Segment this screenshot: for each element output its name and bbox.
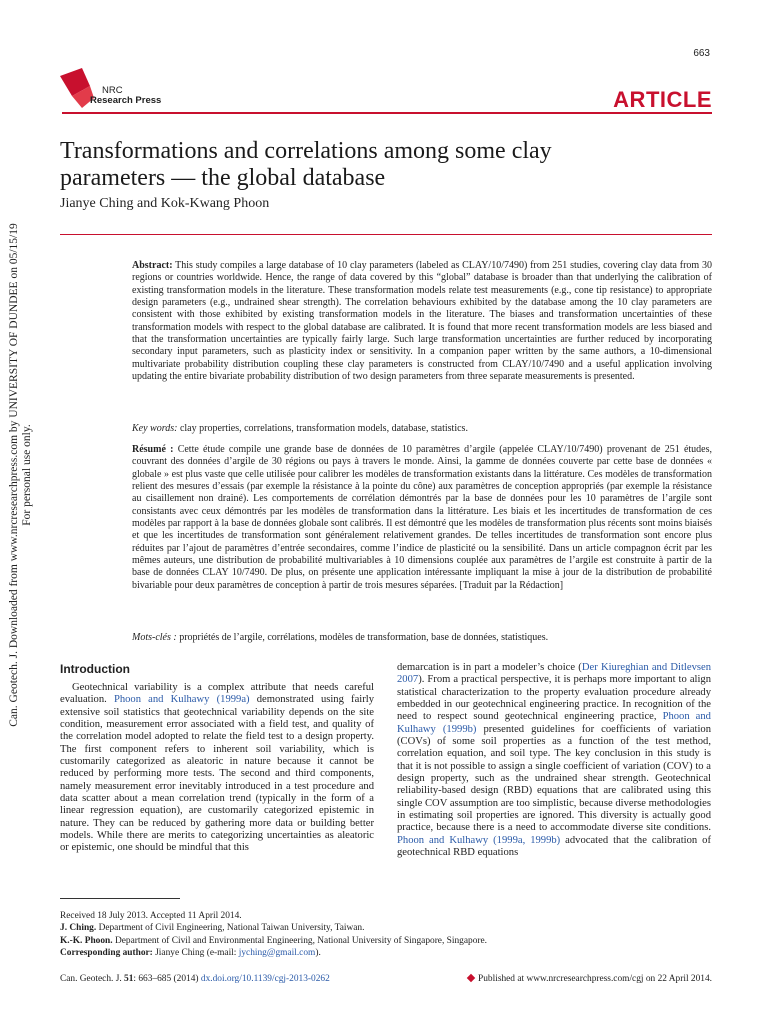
section-heading-introduction: Introduction [60, 662, 130, 676]
download-note-line1: Can. Geotech. J. Downloaded from www.nrcresearchpress.com by UNIVERSITY OF DUNDEE on 05/15/19 [8, 223, 20, 727]
resume-text: Cette étude compile une grande base de données de 10 paramètres d’argile (appelée CLAY/10/7490) provenant de 251 études, couvrant des données d’argile de 30 régions ou pays à travers le monde. Ainsi, la gamme de données couverte par cette base de données « globale » est plus vaste que celle utilisée pour calibrer les modèles de transformation existants dans la littérature. Ces modèles de transformation relient des mesures d’essais (par exemple la résistance à la pointe du cône) aux paramètres de conception appropriés (par exemple la résistance au cisaillement non drainé). Les comportements de corrélation démontrés par la base de données pour les 10 paramètres de l’argile sont consistants avec ceux démontrés par les modèles de transformation dans la littérature. Les biais et les incertitudes de transformation de ces modèles par rapport à la base de données globale sont calibrés. Il est démontré que les modèles de transformation plus récents sont moins biaisés et que les incertitudes de transformation sont généralement relativement grandes. De telles incertitudes de transformation sont encore plus réduites par l’ajout de paramètres d’entrée secondaires, comme l’indice de plasticité ou la sensibilité. Dans un article compagnon écrit par les mêmes auteurs, une distribution de probabilité multivariables à 10 dimensions couplée aux paramètres de l’argile est construite à partir de la base de données CLAY 10/7490. De plus, on présente une application intéressante impliquant la mise à jour de la distribution de probabilité bivariable pour deux paramètres de conception à partir de trois mesures séparées. [Traduit par la Rédaction] [132, 444, 712, 591]
footnotes [60, 910, 720, 959]
bullet-icon [467, 974, 475, 982]
keywords [132, 423, 712, 435]
resume [132, 444, 712, 592]
article-type-label: ARTICLE [613, 87, 712, 112]
authors: Jianye Ching and Kok-Kwang Phoon [60, 196, 270, 211]
keywords-text: clay properties, correlations, transformation models, database, statistics. [179, 423, 468, 434]
resume-label: Résumé : [132, 444, 174, 455]
keywords-label: Key words: [132, 423, 178, 434]
download-note [0, 190, 40, 760]
publisher-name: NRC Research Press [90, 85, 162, 106]
mots-cles [132, 632, 712, 644]
intro-left-column: Geotechnical variability is a complex attribute that needs careful evaluation. Phoon and Kulhawy (1999a) demonstrated using fairly extensive soil statistics that geotechnical variability depends on the site condition, measurement error associated with a field test, and quality of the correlation model adopted to relate the field test to a design property. The first component refers to inherent soil variability, which is customarily categorized as aleatoric in nature because it cannot be reduced by performing more tests. The second and third components, namely measurement error inevitably introduced in a test procedure and data scatter about a mean correlation trend (typically in the form of a linear regression equation), are customarily categorized epistemic in nature. They can be reduced by gathering more data or building better models. While there are merits to categorizing uncertainties as aleatoric or epistemic, one should be mindful that this [60, 682, 374, 854]
author-affiliation-2: K.-K. Phoon. Department of Civil and Environmental Engineering, National University of Singapore, Singapore. [60, 935, 488, 946]
author-affiliation-1: J. Ching. Department of Civil Engineering, National Taiwan University, Taiwan. [60, 923, 365, 934]
footnote-rule [60, 898, 180, 899]
header-rule [62, 112, 712, 114]
intro-right-column: demarcation is in part a modeler’s choice (Der Kiureghian and Ditlevsen 2007). From a practical perspective, it is perhaps more important to align statistical characterization to the property evaluation procedure already embedded in our geotechnical engineering practice. In recognition of the need to respect sound geotechnical engineering practice, Phoon and Kulhawy (1999b) presented guidelines for coefficients of variation (COVs) of some soil properties as a function of the test method, correlation equation, and soil type. The key conclusion in this study is that it is not possible to assign a single coefficient of variation (COV) to a design property, such as the undrained shear strength. Geotechnical reliability-based design (RBD) equations that are calibrated using this single COV assumption are too simplistic, because diverse methodologies in estimating soil properties are ignored. This diversity is actually good practice, because there is a need to accommodate diverse site conditions. Phoon and Kulhawy (1999a, 1999b) advocated that the calibration of geotechnical RBD equations [397, 662, 712, 859]
published-note: Published at www.nrcresearchpress.com/cgj on 22 April 2014. [468, 974, 712, 984]
paper-title: Transformations and correlations among some clay parameters — the global database [60, 138, 552, 191]
email-link[interactable]: jyching@gmail.com [238, 947, 316, 958]
citation-link[interactable]: Phoon and Kulhawy (1999a) [113, 694, 250, 706]
corresponding-author: Corresponding author: Jianye Ching (e-mail: jyching@gmail.com). [60, 947, 321, 958]
mots-cles-text: propriétés de l’argile, corrélations, modèles de transformation, base de données, statistiques. [179, 632, 549, 643]
abstract [132, 260, 712, 383]
title-rule [60, 234, 712, 235]
page-number: 663 [693, 48, 710, 59]
received-dates: Received 18 July 2013. Accepted 11 April 2014. [60, 911, 242, 921]
download-note-line2: For personal use only. [21, 424, 33, 526]
citation-link[interactable]: Phoon and Kulhawy (1999a, 1999b) [397, 834, 561, 846]
abstract-text: This study compiles a large database of 10 clay parameters (labeled as CLAY/10/7490) from 251 studies, covering clay data from 30 regions or countries worldwide. Hence, the range of data covered by this “global” database is broader than that underlying the calibration of existing transformation models in the literature. These transformation models relate test measurements (e.g., cone tip resistance) to appropriate design parameters (e.g., undrained shear strength). The correlation behaviours exhibited by the database among the 10 clay parameters are consistent with those exhibited by existing transformation models in the literature. The biases and transformation uncertainties of these transformation models with respect to the global database are calibrated. It is found that more recent transformation models are less biased and that the transformation uncertainties are typically fairly large. Such large transformation uncertainties are further reduced by incorporating secondary input parameters, such as plasticity index or sensitivity. In a companion paper written by the same authors, a 10-dimensional multivariate probability distribution coupling these clay parameters is constructed from CLAY/10/7490 and a useful application involving updating the entire bivariate probability distribution of two design parameters from three separate measurements is presented. [132, 260, 712, 383]
doi-link[interactable]: dx.doi.org/10.1139/cgj-2013-0262 [200, 974, 330, 984]
mots-cles-label: Mots-clés : [132, 632, 177, 643]
citation-link[interactable]: Der Kiureghian and Ditlevsen 2007 [397, 662, 711, 686]
citation-link[interactable]: Phoon and Kulhawy (1999b) [397, 711, 711, 735]
citation-footer: Can. Geotech. J. 51: 663–685 (2014) dx.doi.org/10.1139/cgj-2013-0262 [60, 974, 330, 984]
abstract-label: Abstract: [132, 260, 173, 271]
